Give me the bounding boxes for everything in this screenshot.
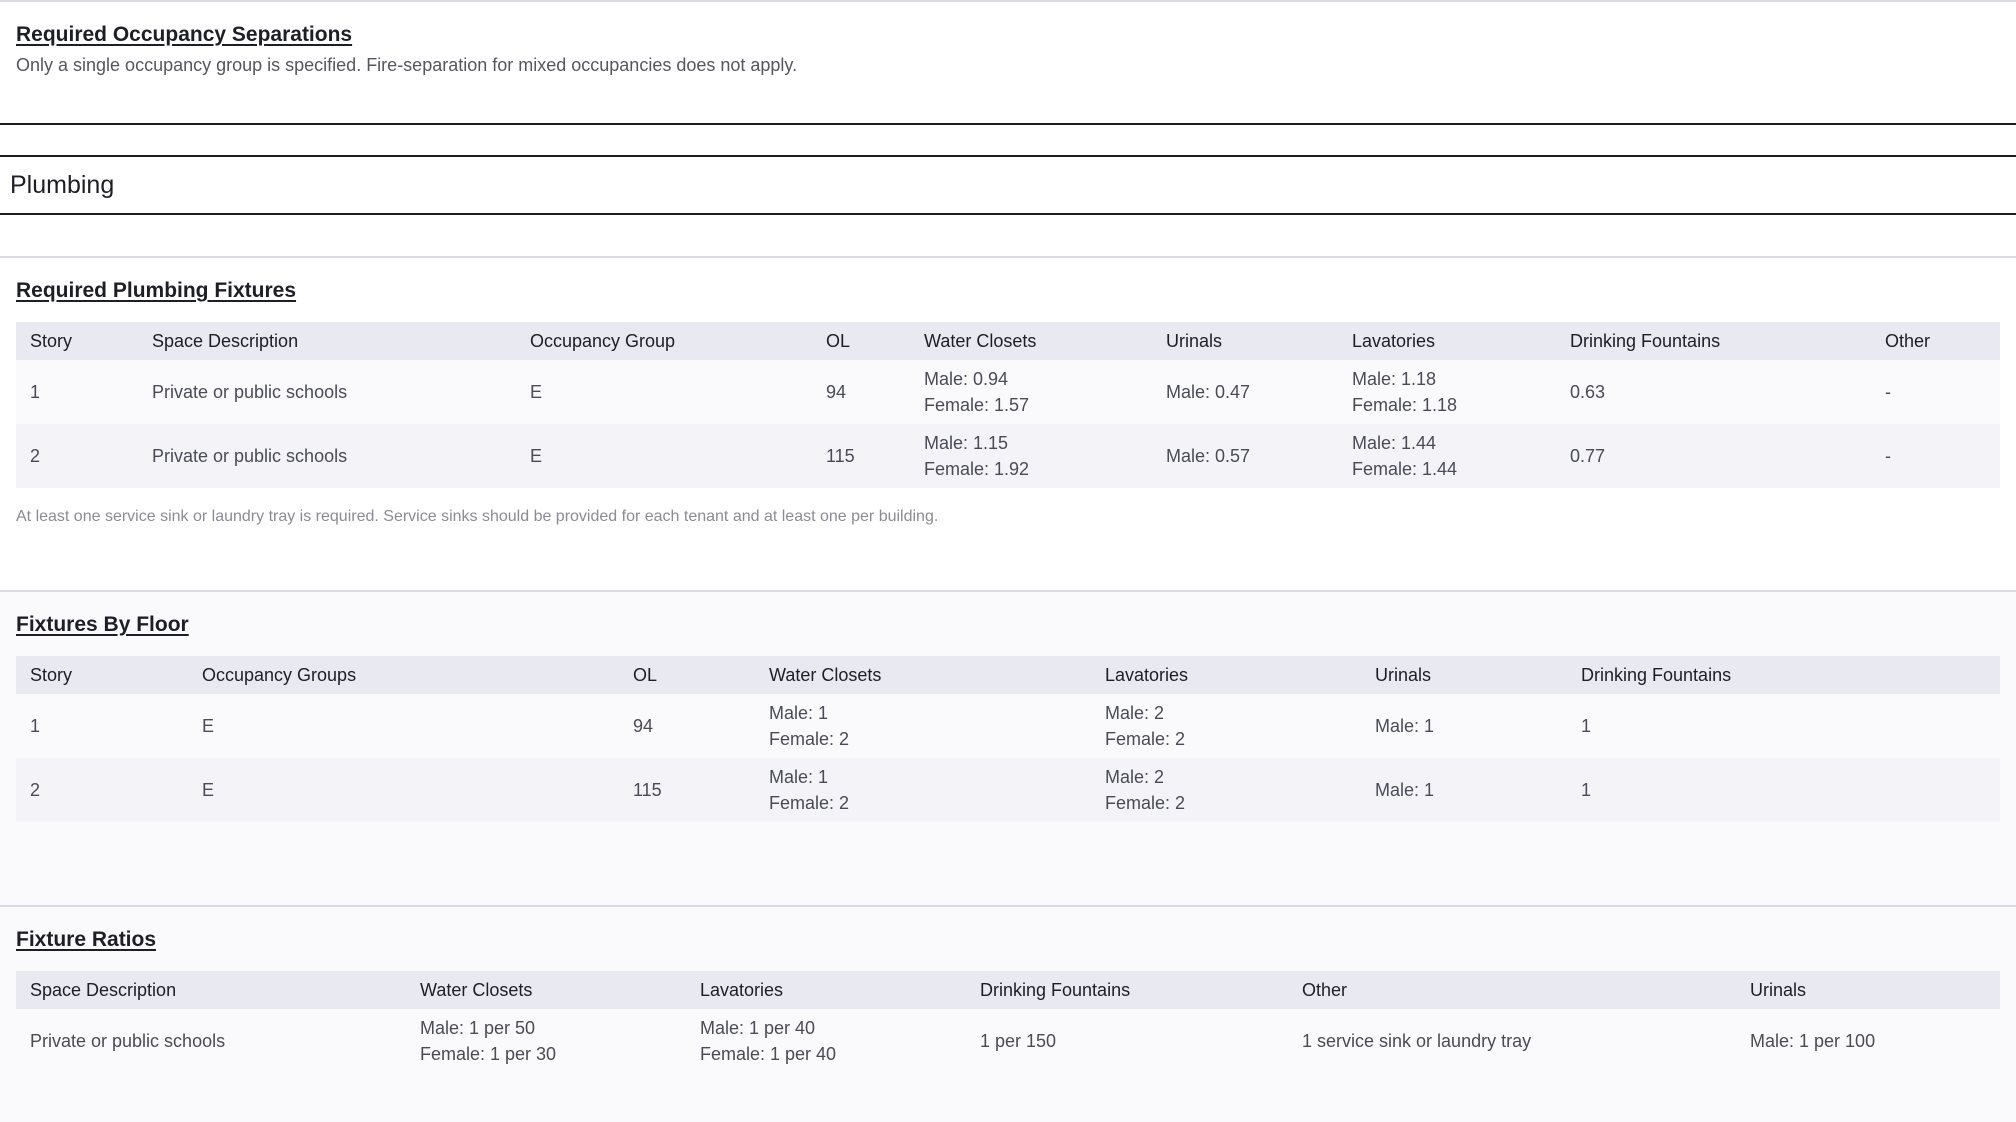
fixtures-by-floor-section	[0, 592, 2016, 905]
cell-drinking-fountains: 0.63	[1556, 360, 1871, 424]
cell-urinals: Male: 1	[1361, 758, 1567, 822]
column-header-drinking-fountains[interactable]: Drinking Fountains	[1556, 322, 1871, 360]
table-header-row	[16, 971, 2000, 1009]
column-header-lavatories[interactable]: Lavatories	[1091, 656, 1361, 694]
service-sink-note: At least one service sink or laundry tray is required. Service sinks should be provided for each tenant and at least one per building.	[16, 508, 939, 525]
cell-water-closets	[755, 758, 1091, 822]
cell-drinking-fountains: 1 per 150	[966, 1009, 1288, 1073]
cell-space-description: Private or public schools	[16, 1009, 406, 1073]
cell-other: 1 service sink or laundry tray	[1288, 1009, 1736, 1073]
water-closets-male: Male: 1	[769, 767, 829, 787]
column-header-ol[interactable]: OL	[619, 656, 755, 694]
water-closets-female: Female: 2	[769, 729, 850, 749]
water-closets-female: Female: 1 per 30	[420, 1044, 557, 1064]
column-header-urinals[interactable]: Urinals	[1361, 656, 1567, 694]
column-header-lavatories[interactable]: Lavatories	[686, 971, 966, 1009]
cell-story: 2	[16, 424, 138, 488]
column-header-water-closets[interactable]: Water Closets	[755, 656, 1091, 694]
cell-lavatories	[1338, 360, 1556, 424]
cell-water-closets	[406, 1009, 686, 1073]
cell-drinking-fountains: 1	[1567, 758, 2000, 822]
water-closets-male: Male: 1.15	[924, 433, 1009, 453]
cell-occupancy-group: E	[516, 360, 812, 424]
cell-water-closets	[910, 424, 1152, 488]
column-header-water-closets[interactable]: Water Closets	[910, 322, 1152, 360]
water-closets-male: Male: 1 per 50	[420, 1018, 536, 1038]
cell-space-description: Private or public schools	[138, 424, 516, 488]
column-header-drinking-fountains[interactable]: Drinking Fountains	[966, 971, 1288, 1009]
required-plumbing-fixtures-title: Required Plumbing Fixtures	[16, 279, 297, 302]
cell-occupancy-groups: E	[188, 758, 619, 822]
column-header-story[interactable]: Story	[16, 656, 188, 694]
column-header-story[interactable]: Story	[16, 322, 138, 360]
table-row	[16, 424, 2000, 488]
column-header-water-closets[interactable]: Water Closets	[406, 971, 686, 1009]
cell-urinals: Male: 0.57	[1152, 424, 1338, 488]
fixtures-by-floor-table	[16, 656, 2000, 822]
cell-lavatories	[1338, 424, 1556, 488]
lavatories-female: Female: 1 per 40	[700, 1044, 837, 1064]
water-closets-female: Female: 1.92	[924, 459, 1030, 479]
lavatories-female: Female: 1.44	[1352, 459, 1458, 479]
table-header-row	[16, 322, 2000, 360]
lavatories-male: Male: 1 per 40	[700, 1018, 816, 1038]
lavatories-female: Female: 1.18	[1352, 395, 1458, 415]
table-header-row	[16, 656, 2000, 694]
table-row	[16, 694, 2000, 758]
lavatories-male: Male: 1.44	[1352, 433, 1437, 453]
lavatories-male: Male: 2	[1105, 767, 1165, 787]
column-header-other[interactable]: Other	[1288, 971, 1736, 1009]
fixture-ratios-table	[16, 971, 2000, 1073]
cell-ol: 115	[812, 424, 910, 488]
cell-other: -	[1871, 424, 2000, 488]
cell-ol: 94	[619, 694, 755, 758]
lavatories-female: Female: 2	[1105, 729, 1186, 749]
water-closets-male: Male: 0.94	[924, 369, 1009, 389]
cell-story: 1	[16, 694, 188, 758]
column-header-occupancy-group[interactable]: Occupancy Group	[516, 322, 812, 360]
table-row	[16, 360, 2000, 424]
water-closets-male: Male: 1	[769, 703, 829, 723]
cell-ol: 115	[619, 758, 755, 822]
water-closets-female: Female: 2	[769, 793, 850, 813]
cell-ol: 94	[812, 360, 910, 424]
column-header-urinals[interactable]: Urinals	[1736, 971, 2000, 1009]
column-header-drinking-fountains[interactable]: Drinking Fountains	[1567, 656, 2000, 694]
fixture-ratios-title: Fixture Ratios	[16, 928, 157, 951]
cell-space-description: Private or public schools	[138, 360, 516, 424]
cell-story: 2	[16, 758, 188, 822]
occupancy-separations-description: Only a single occupancy group is specified. Fire-separation for mixed occupancies does not apply.	[16, 55, 798, 75]
fixture-ratios-section	[0, 907, 2016, 1122]
column-header-space-description[interactable]: Space Description	[138, 322, 516, 360]
column-header-urinals[interactable]: Urinals	[1152, 322, 1338, 360]
cell-lavatories	[1091, 694, 1361, 758]
cell-drinking-fountains: 0.77	[1556, 424, 1871, 488]
water-closets-female: Female: 1.57	[924, 395, 1030, 415]
cell-occupancy-group: E	[516, 424, 812, 488]
column-header-other[interactable]: Other	[1871, 322, 2000, 360]
cell-water-closets	[755, 694, 1091, 758]
cell-lavatories	[686, 1009, 966, 1073]
plumbing-heading: Plumbing	[10, 170, 115, 199]
table-row	[16, 758, 2000, 822]
cell-urinals: Male: 1	[1361, 694, 1567, 758]
fixtures-by-floor-title: Fixtures By Floor	[16, 613, 189, 636]
cell-urinals: Male: 0.47	[1152, 360, 1338, 424]
cell-other: -	[1871, 360, 2000, 424]
cell-occupancy-groups: E	[188, 694, 619, 758]
table-row	[16, 1009, 2000, 1073]
column-header-ol[interactable]: OL	[812, 322, 910, 360]
cell-story: 1	[16, 360, 138, 424]
occupancy-separations-section	[0, 2, 2016, 123]
cell-drinking-fountains: 1	[1567, 694, 2000, 758]
column-header-space-description[interactable]: Space Description	[16, 971, 406, 1009]
column-header-lavatories[interactable]: Lavatories	[1338, 322, 1556, 360]
lavatories-male: Male: 2	[1105, 703, 1165, 723]
lavatories-male: Male: 1.18	[1352, 369, 1437, 389]
column-header-occupancy-groups[interactable]: Occupancy Groups	[188, 656, 619, 694]
required-plumbing-fixtures-section	[0, 258, 2016, 590]
lavatories-female: Female: 2	[1105, 793, 1186, 813]
cell-water-closets	[910, 360, 1152, 424]
occupancy-separations-title: Required Occupancy Separations	[16, 23, 353, 46]
cell-lavatories	[1091, 758, 1361, 822]
cell-urinals: Male: 1 per 100	[1736, 1009, 2000, 1073]
required-plumbing-fixtures-table	[16, 322, 2000, 488]
